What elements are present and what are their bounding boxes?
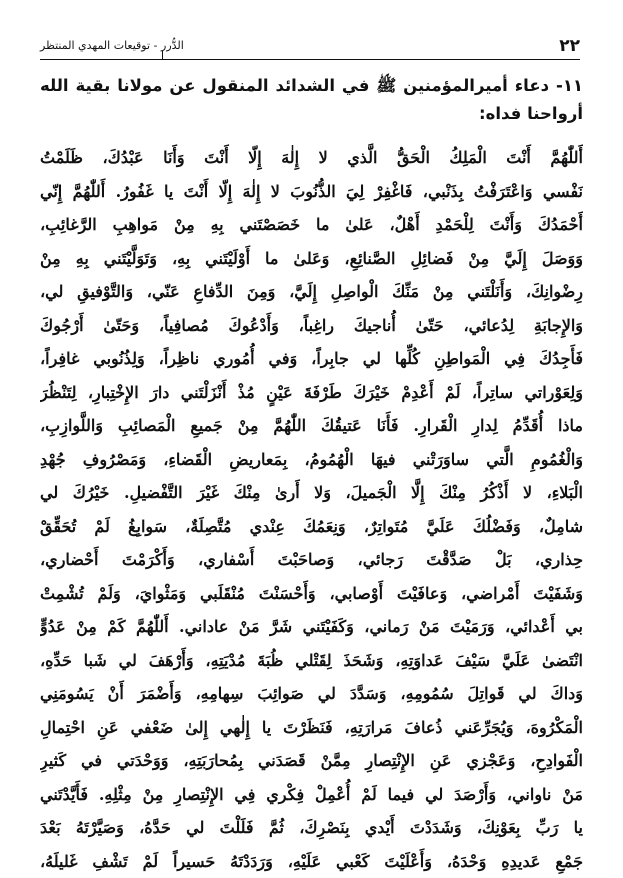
prayer-line: الْبَلاءِ، لا أَذْكُرُ مِنْكَ إِلَّا الْجَميلَ، وَلا أَرىٰ مِنْكَ غَيْرَ التَّفْضيلِ. خَيْرُكَ لي	[40, 483, 583, 502]
prayer-line: مَنْ ناواني، وَأَرْصَدَ لي فيما لَمْ أُعْمِلْ فِكْري فِي الإِنْتِصارِ مِنْ مِثْلِهِ. فَأَيَّدْتَني	[40, 784, 583, 804]
prayer-text	[40, 141, 583, 871]
prayer-line: بي أَعْدائي، وَرَمَيْتَ مَنْ رَماني، وَكَفَيْتَني شَرَّ مَنْ عاداني. أَللّٰهُمَّ كَمْ مِنْ عَدُوٍّ	[40, 617, 583, 636]
prayer-line: شامِلٌ، وَفَضْلُكَ عَلَيَّ مُتَواتِرٌ، وَنِعَمُكَ عِنْدي مُتَّصِلَةٌ، سَوابِغُ لَمْ تُحَقِّقْ	[40, 516, 583, 536]
prayer-line: أَللّٰهُمَّ أَنْتَ الْمَلِكُ الْحَقُّ الَّذي لا إِلٰهَ إِلّا أَنْتَ وَأَنَا عَبْدُكَ، ظَلَمْتُ	[40, 148, 583, 167]
prayer-line: انْتَضىٰ عَلَيَّ سَيْفَ عَداوَتِهِ، وَشَحَذَ لِقَتْلي ظُبَةَ مُدْيَتِهِ، وَأَرْهَفَ لي شَبا حَدِّهِ،	[40, 650, 583, 670]
prayer-line: أَحْمَدُكَ وَأَنْتَ لِلْحَمْدِ أَهْلٌ، عَلىٰ ما خَصَصْتَني بِهِ مِنْ مَواهِبِ الرَّغائِبِ،	[40, 215, 583, 234]
prayer-line: وَداكَ لي قَواتِلَ سُمُومِهِ، وَسَدَّدَ لي صَوائِبَ سِهامِهِ، وَأَضْمَرَ أَنْ يَسُومَنِي	[40, 684, 583, 703]
page-number: ٢٢	[559, 36, 580, 56]
prayer-line: الْفَوادِحِ، وَعَجْزي عَنِ الإِنْتِصارِ مِمَّنْ قَصَدَني بِمُحارَبَتِهِ، وَوَحْدَتي في كَثيرِ	[40, 751, 583, 770]
prayer-line: وَشَفَيْتَ أَمْراضي، وَعافَيْتَ أَوْصابي، وَأَحْسَنْتَ مُنْقَلَبي وَمَثْوايَ، وَلَمْ تُشْمِتْ	[40, 583, 583, 603]
prayer-line: جَمْعِ عَديدِهِ وَحْدَهُ، وَأَعْلَيْتَ كَعْبي عَلَيْهِ، وَرَدَدْتَهُ حَسيراً لَمْ تَشْفِ غَليلَهُ،	[40, 851, 583, 871]
prayer-line: وَوَصَلَ إِلَيَّ مِنْ فَضائِلِ الصَّنائِعِ، وَعَلىٰ ما أَوْلَيْتَني بِهِ، وَتَوَلَّيْتَني بِهِ مِنْ	[40, 248, 583, 268]
prayer-line: رِضْوانِكَ، وَأَنَلْتَني مِنْ مَنِّكَ الْواصِلِ إِلَيَّ، وَمِنَ الدِّفاعِ عَنّي، وَالتَّوْفيقِ لي،	[40, 282, 583, 301]
header-rule	[40, 59, 580, 60]
running-title: الدُّرر - توقيعات المهدي المنتظر	[40, 39, 184, 52]
prayer-line: وَالْغُمُومِ الَّتي ساوَرَتْني فيهَا الْهُمُومُ، بِمَعاريضِ الْقَضاءِ، وَمَصْرُوفِ جُهْدِ	[40, 449, 583, 469]
prayer-line: حِذاري، بَلْ صَدَّقْتَ رَجائي، وَصاحَبْتَ أَسْفاري، وَأَكْرَمْتَ أَحْضاري،	[40, 550, 583, 569]
prayer-line: يا رَبِّ بِعَوْنِكَ، وَشَدَدْتَ أَيْدي بِنَصْرِكَ، ثُمَّ فَلَلْتَ لي حَدَّهُ، وَصَيَّرْتَهُ بَعْدَ	[40, 818, 583, 837]
prayer-line: وَلِعَوْراتي ساتِراً، لَمْ أَعْدِمْ خَيْرَكَ طَرْفَةَ عَيْنٍ مُذْ أَنْزَلْتَني دارَ الإِخْتِبارِ، لِتَنْظُرَ	[40, 382, 583, 402]
prayer-line: وَالإِجابَةِ لِدُعائي، حَتّىٰ أُناجيكَ راغِباً، وَأَدْعُوكَ مُصافِياً، وَحَتّىٰ أَرْجُوكَ	[40, 315, 583, 335]
page-header	[40, 36, 580, 56]
prayer-line: نَفْسي وَاعْتَرَفْتُ بِذَنْبي، فَاغْفِرْ لِيَ الذُّنُوبَ لا إِلٰهَ إِلّا أَنْتَ يا غَفُورُ. أَللّٰهُمَّ إِنّي	[40, 181, 583, 201]
section-heading: ١١- دعاء أميرالمؤمنين ﷺ في الشدائد المنقول عن مولانا بقية الله أرواحنا فداه:	[40, 76, 583, 123]
prayer-line: ماذا أُقَدِّمُ لِدارِ الْقَرارِ. فَأَنَا عَتيقُكَ اللّٰهُمَّ مِنْ جَميعِ الْمَصائِبِ وَاللَّوازِبِ،	[40, 416, 583, 435]
prayer-line: الْمَكْرُوهَ، وَيُجَرِّعَني ذُعافَ مَرارَتِهِ، فَنَظَرْتَ يا إِلٰهي إِلىٰ ضَعْفي عَنِ احْتِمالِ	[40, 717, 583, 737]
prayer-line: فَأَجِدُكَ فِي الْمَواطِنِ كُلِّها لي جابِراً، وَفي أُمُوري ناظِراً، وَلِذُنُوبي غافِراً،	[40, 349, 583, 368]
